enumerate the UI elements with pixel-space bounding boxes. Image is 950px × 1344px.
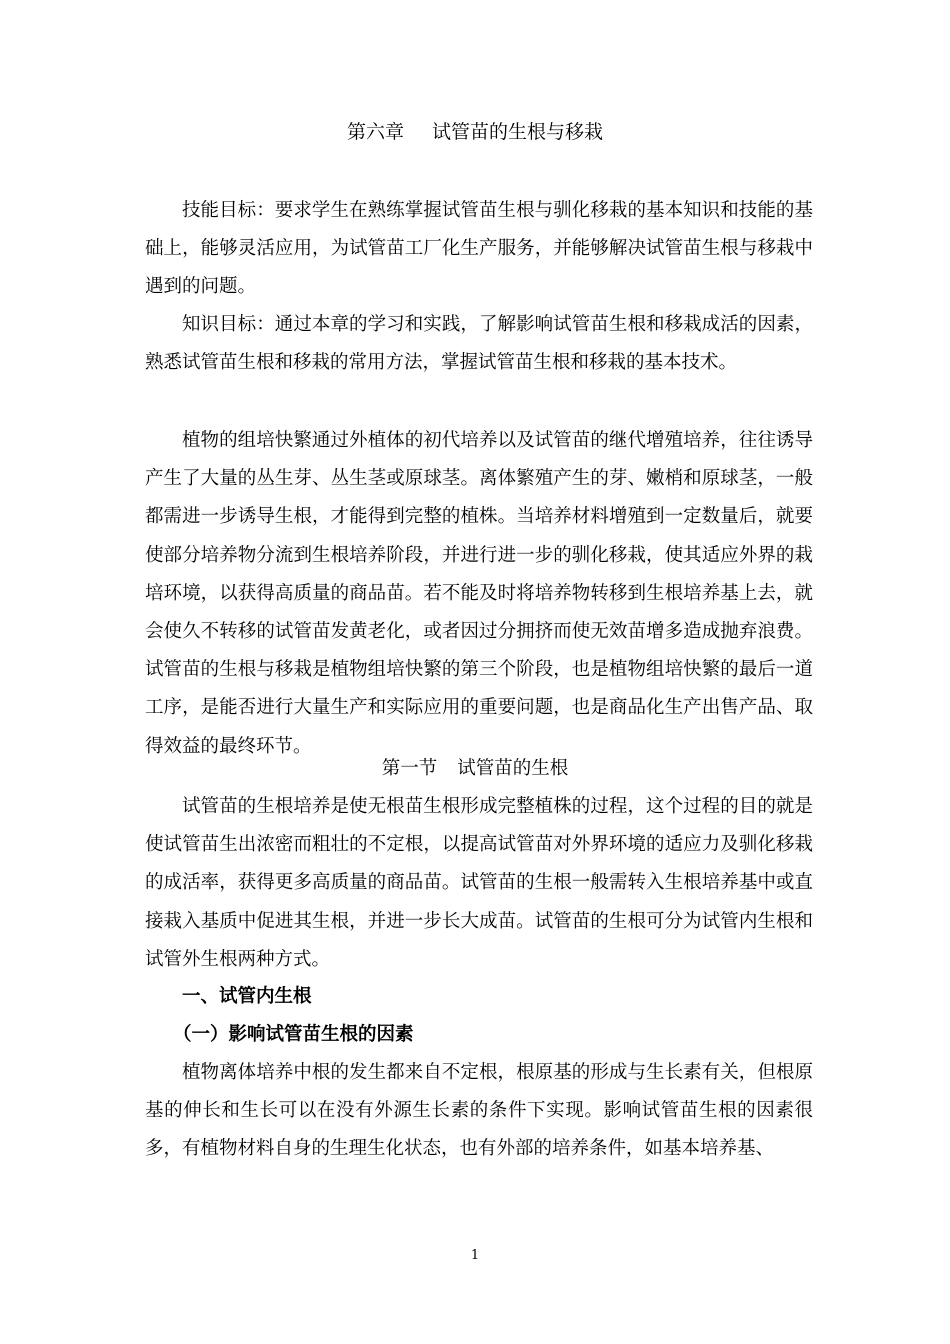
chapter-title [0,118,950,146]
subsection-heading: 一、试管内生根 [182,986,312,1007]
chapter-number: 第六章 [346,121,404,143]
page-number: 1 [470,1248,480,1263]
chapter-title-text: 试管苗的生根与移栽 [432,121,604,143]
section-number: 第一节 [381,758,438,779]
knowledge-objective-paragraph: 知识目标：通过本章的学习和实践，了解影响试管苗生根和移栽成活的因素，熟悉试管苗生根和移栽的常用方法，掌握试管苗生根和移栽的基本技术。 [145,314,813,374]
section-body-paragraph: 试管苗的生根培养是使无根苗生根形成完整植株的过程，这个过程的目的就是使试管苗生出浓密而粗壮的不定根，以提高试管苗对外界环境的适应力及驯化移栽的成活率，获得更多高质量的商品苗。试管苗的生根一般需转入生根培养基中或直接栽入基质中促进其生根，并进一步长大成苗。试管苗的生根可分为试管内生根和试管外生根两种方式。 [145,796,813,970]
section-title-text: 试管苗的生根 [457,758,569,779]
section-title [0,750,950,788]
subsubsection-body-paragraph: 植物离体培养中根的发生都来自不定根，根原基的形成与生长素有关，但根原基的伸长和生长可以在没有外源生长素的条件下实现。影响试管苗生根的因素很多，有植物材料自身的生理生化状态，也有外部的培养条件，如基本培养基、 [145,1062,813,1160]
intro-paragraph: 植物的组培快繁通过外植体的初代培养以及试管苗的继代增殖培养，往往诱导产生了大量的丛生芽、丛生茎或原球茎。离体繁殖产生的芽、嫩梢和原球茎，一般都需进一步诱导生根，才能得到完整的植株。当培养材料增殖到一定数量后，就要使部分培养物分流到生根培养阶段，并进行进一步的驯化移栽，使其适应外界的栽培环境，以获得高质量的商品苗。若不能及时将培养物转移到生根培养基上去，就会使久不转移的试管苗发黄老化，或者因过分拥挤而使无效苗增多造成抛弃浪费。试管苗的生根与移栽是植物组培快繁的第三个阶段，也是植物组培快繁的最后一道工序，是能否进行大量生产和实际应用的重要问题，也是商品化生产出售产品、取得效益的最终环节。 [145,430,813,757]
skill-objective-paragraph: 技能目标：要求学生在熟练掌握试管苗生根与驯化移栽的基本知识和技能的基础上，能够灵活应用，为试管苗工厂化生产服务，并能够解决试管苗生根与移栽中遇到的问题。 [145,200,813,298]
subsubsection-heading: （一）影响试管苗生根的因素 [173,1024,414,1045]
